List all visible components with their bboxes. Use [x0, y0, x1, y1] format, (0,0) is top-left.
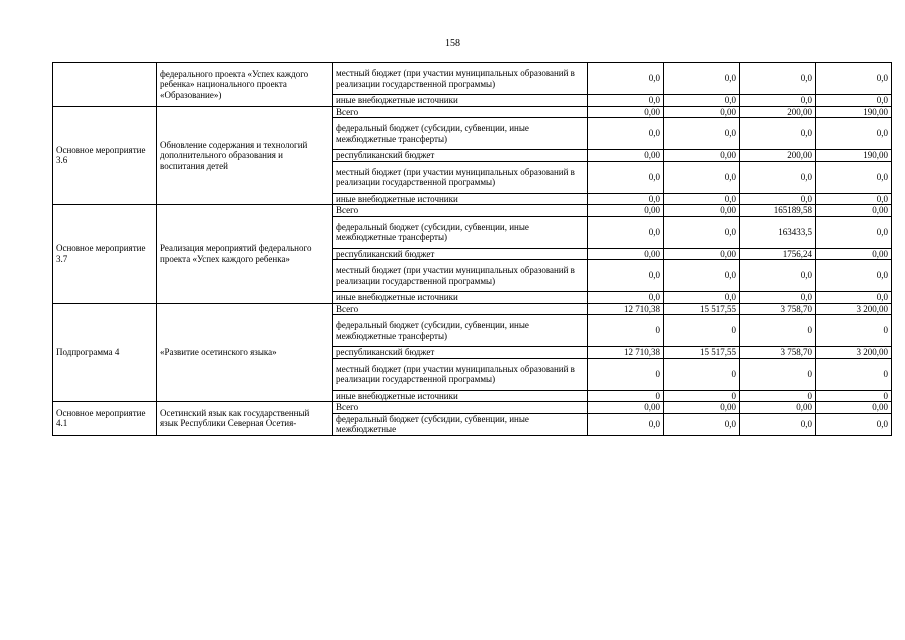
source-cell: Всего [333, 205, 588, 217]
value-cell: 0,00 [664, 205, 740, 217]
table-row [53, 303, 892, 315]
source-cell: республиканский бюджет [333, 347, 588, 359]
value-cell: 0,0 [740, 193, 816, 205]
table-row [53, 402, 892, 414]
source-cell: Всего [333, 303, 588, 315]
value-cell: 200,00 [740, 106, 816, 118]
value-cell: 0,00 [588, 402, 664, 414]
value-cell: 0 [740, 315, 816, 347]
program-cell: Основное мероприятие 3.6 [53, 106, 157, 205]
value-cell: 0,0 [740, 95, 816, 107]
value-cell: 0,00 [588, 248, 664, 260]
value-cell: 165189,58 [740, 205, 816, 217]
table-row [53, 63, 892, 95]
value-cell: 0,0 [588, 118, 664, 150]
value-cell: 0,0 [588, 193, 664, 205]
value-cell: 0,00 [588, 205, 664, 217]
value-cell: 1756,24 [740, 248, 816, 260]
value-cell: 190,00 [816, 150, 892, 162]
source-cell: федеральный бюджет (субсидии, субвенции, иные межбюджетные трансферты) [333, 315, 588, 347]
activity-name-cell: Осетинский язык как государственный язык Республики Северная Осетия- [157, 402, 333, 436]
value-cell: 0,0 [588, 216, 664, 248]
value-cell: 0,0 [664, 161, 740, 193]
value-cell: 0 [816, 315, 892, 347]
value-cell: 0,0 [816, 193, 892, 205]
value-cell: 0,0 [664, 216, 740, 248]
value-cell: 0,00 [664, 248, 740, 260]
value-cell: 0,0 [740, 161, 816, 193]
value-cell: 0,00 [588, 150, 664, 162]
source-cell: республиканский бюджет [333, 248, 588, 260]
value-cell: 0,0 [664, 292, 740, 304]
value-cell: 0,0 [588, 63, 664, 95]
value-cell: 0 [664, 390, 740, 402]
page-number: 158 [445, 38, 460, 49]
value-cell: 0,0 [664, 260, 740, 292]
source-cell: иные внебюджетные источники [333, 193, 588, 205]
value-cell: 0,00 [664, 402, 740, 414]
source-cell: местный бюджет (при участии муниципальных образований в реализации государственной программы) [333, 358, 588, 390]
value-cell: 0 [664, 315, 740, 347]
value-cell: 0,0 [664, 193, 740, 205]
value-cell: 0 [664, 358, 740, 390]
source-cell: иные внебюджетные источники [333, 95, 588, 107]
value-cell: 0 [588, 315, 664, 347]
value-cell: 15 517,55 [664, 347, 740, 359]
value-cell: 0,00 [816, 248, 892, 260]
value-cell: 0,00 [664, 150, 740, 162]
value-cell: 0,0 [816, 260, 892, 292]
activity-name-cell: Обновление содержания и технологий дополнительного образования и воспитания детей [157, 106, 333, 205]
value-cell: 0 [588, 390, 664, 402]
source-cell: федеральный бюджет (субсидии, субвенции, иные межбюджетные [333, 413, 588, 435]
value-cell: 0,0 [816, 216, 892, 248]
value-cell: 0,0 [816, 413, 892, 435]
value-cell: 0,0 [664, 413, 740, 435]
value-cell: 0 [740, 390, 816, 402]
value-cell: 0,0 [588, 260, 664, 292]
value-cell: 12 710,38 [588, 303, 664, 315]
value-cell: 0 [816, 358, 892, 390]
source-cell: Всего [333, 402, 588, 414]
source-cell: иные внебюджетные источники [333, 292, 588, 304]
value-cell: 0 [740, 358, 816, 390]
value-cell: 190,00 [816, 106, 892, 118]
value-cell: 0,0 [740, 413, 816, 435]
source-cell: местный бюджет (при участии муниципальных образований в реализации государственной программы) [333, 63, 588, 95]
value-cell: 0,0 [816, 118, 892, 150]
source-cell: Всего [333, 106, 588, 118]
program-cell: Подпрограмма 4 [53, 303, 157, 402]
value-cell: 0,0 [816, 63, 892, 95]
value-cell: 0 [588, 358, 664, 390]
source-cell: местный бюджет (при участии муниципальных образований в реализации государственной программы) [333, 161, 588, 193]
value-cell: 0,0 [740, 118, 816, 150]
value-cell: 0,0 [816, 95, 892, 107]
table-row [53, 205, 892, 217]
source-cell: местный бюджет (при участии муниципальных образований в реализации государственной программы) [333, 260, 588, 292]
value-cell: 3 200,00 [816, 303, 892, 315]
value-cell: 163433,5 [740, 216, 816, 248]
source-cell: иные внебюджетные источники [333, 390, 588, 402]
source-cell: федеральный бюджет (субсидии, субвенции, иные межбюджетные трансферты) [333, 118, 588, 150]
value-cell: 0,0 [816, 161, 892, 193]
activity-name-cell: Реализация мероприятий федерального проекта «Успех каждого ребенка» [157, 205, 333, 304]
program-cell [53, 63, 157, 107]
budget-table [52, 62, 892, 436]
value-cell: 0,0 [740, 63, 816, 95]
value-cell: 0,0 [588, 161, 664, 193]
table-row [53, 106, 892, 118]
value-cell: 12 710,38 [588, 347, 664, 359]
program-cell: Основное мероприятие 4.1 [53, 402, 157, 436]
value-cell: 0,0 [664, 63, 740, 95]
value-cell: 0,0 [740, 260, 816, 292]
activity-name-cell: «Развитие осетинского языка» [157, 303, 333, 402]
value-cell: 0,0 [664, 95, 740, 107]
value-cell: 0,00 [816, 402, 892, 414]
value-cell: 0,0 [664, 118, 740, 150]
program-cell: Основное мероприятие 3.7 [53, 205, 157, 304]
value-cell: 0,00 [816, 205, 892, 217]
value-cell: 0,00 [664, 106, 740, 118]
value-cell: 0,00 [740, 402, 816, 414]
value-cell: 3 200,00 [816, 347, 892, 359]
value-cell: 3 758,70 [740, 303, 816, 315]
value-cell: 0,0 [740, 292, 816, 304]
source-cell: федеральный бюджет (субсидии, субвенции, иные межбюджетные трансферты) [333, 216, 588, 248]
value-cell: 0,00 [588, 106, 664, 118]
value-cell: 0,0 [816, 292, 892, 304]
value-cell: 15 517,55 [664, 303, 740, 315]
value-cell: 200,00 [740, 150, 816, 162]
value-cell: 0,0 [588, 292, 664, 304]
value-cell: 0,0 [588, 95, 664, 107]
value-cell: 0,0 [588, 413, 664, 435]
source-cell: республиканский бюджет [333, 150, 588, 162]
value-cell: 0 [816, 390, 892, 402]
activity-name-cell: федерального проекта «Успех каждого ребенка» национального проекта «Образование») [157, 63, 333, 107]
value-cell: 3 758,70 [740, 347, 816, 359]
